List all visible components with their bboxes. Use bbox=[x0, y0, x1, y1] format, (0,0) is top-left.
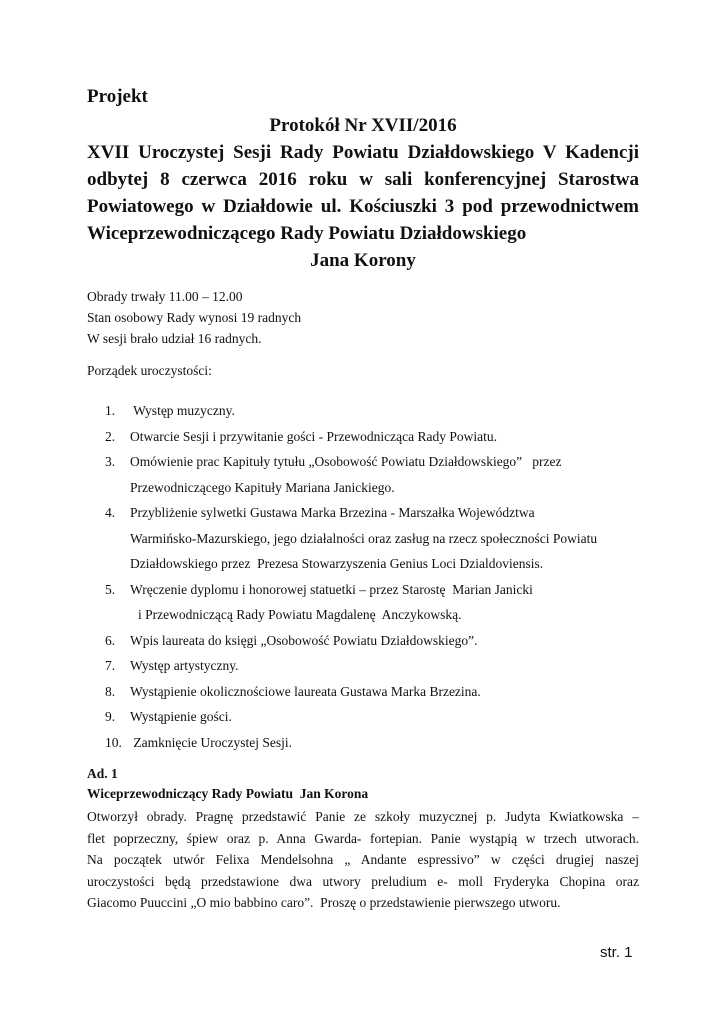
section-ad1-paragraph bbox=[87, 806, 639, 914]
agenda-item-text: Omówienie prac Kapituły tytułu „Osobowość Powiatu Działdowskiego” przez bbox=[130, 454, 562, 469]
paragraph-line: Otworzył obrady. Pragnę przedstawić Panie ze szkoły muzycznej p. Judyta Kwiatkowska – bbox=[87, 809, 639, 824]
agenda-item bbox=[105, 577, 665, 628]
agenda-item-text: Przewodniczącego Kapituły Mariana Janickiego. bbox=[130, 479, 395, 495]
agenda-item-number: 6. bbox=[105, 632, 116, 648]
agenda-item-number: 5. bbox=[105, 581, 116, 597]
agenda-item bbox=[105, 398, 665, 424]
agenda-item bbox=[105, 730, 665, 756]
agenda-item-text: Zamknięcie Uroczystej Sesji. bbox=[130, 734, 292, 750]
project-label: Projekt bbox=[87, 86, 148, 107]
agenda-item-number: 9. bbox=[105, 709, 116, 724]
agenda-item bbox=[105, 679, 665, 705]
session-info bbox=[87, 286, 301, 349]
agenda-item-text: Działdowskiego przez Prezesa Stowarzyszenia Genius Loci Dzialdoviensis. bbox=[130, 556, 544, 571]
subtitle-line: odbytej 8 czerwca 2016 roku w sali konferencyjnej Starostwa bbox=[87, 169, 639, 190]
paragraph-line: uroczystości będą przedstawione dwa utwory preludium e- moll Fryderyka Chopina oraz bbox=[87, 873, 639, 889]
agenda-item-number: 7. bbox=[105, 658, 116, 673]
chair-name: Jana Korony bbox=[310, 250, 416, 271]
subtitle-line: Wiceprzewodniczącego Rady Powiatu Działdowskiego bbox=[87, 223, 527, 244]
agenda-item bbox=[105, 653, 665, 679]
paragraph-line: Giacomo Puuccini „O mio babbino caro”. Proszę o przedstawienie pierwszego utworu. bbox=[87, 895, 561, 910]
page-number: str. 1 bbox=[600, 944, 633, 961]
agenda-item-text: Warmińsko-Mazurskiego, jego działalności oraz zasług na rzecz społeczności Powiatu bbox=[130, 530, 598, 546]
agenda-item-number: 1. bbox=[105, 403, 116, 418]
agenda-item-number: 8. bbox=[105, 683, 116, 699]
section-ad1-title: Ad. 1 bbox=[87, 766, 118, 781]
agenda-item-number: 10. bbox=[105, 734, 122, 750]
agenda-item-text: Wpis laureata do księgi „Osobowość Powiatu Działdowskiego”. bbox=[130, 632, 478, 648]
agenda-list bbox=[105, 398, 665, 755]
paragraph-line: flet poprzeczny, śpiew oraz p. Anna Gwarda- fortepian. Panie wystąpią w trzech utworach. bbox=[87, 830, 639, 846]
agenda-item bbox=[105, 449, 665, 500]
agenda-item-text: i Przewodniczącą Rady Powiatu Magdalenę Anczykowską. bbox=[138, 607, 462, 622]
agenda-item-number: 4. bbox=[105, 505, 116, 520]
council-size: Stan osobowy Rady wynosi 19 radnych bbox=[87, 310, 302, 325]
agenda-item bbox=[105, 704, 665, 730]
subtitle-line: Powiatowego w Działdowie ul. Kościuszki 3 pod przewodnictwem bbox=[87, 196, 639, 217]
agenda-item-text: Występ muzyczny. bbox=[130, 403, 235, 418]
document-heading bbox=[87, 112, 639, 274]
agenda-item-text: Wystąpienie gości. bbox=[130, 709, 232, 724]
agenda-item-text: Otwarcie Sesji i przywitanie gości - Przewodnicząca Rady Powiatu. bbox=[130, 428, 498, 444]
agenda-item bbox=[105, 628, 665, 654]
session-duration: Obrady trwały 11.00 – 12.00 bbox=[87, 289, 243, 304]
agenda-item-text: Wystąpienie okolicznościowe laureata Gustawa Marka Brzezina. bbox=[130, 683, 481, 699]
agenda-item-text: Występ artystyczny. bbox=[130, 658, 239, 673]
paragraph-line: Na początek utwór Felixa Mendelsohna „ Andante espressivo” w części drugiej naszej bbox=[87, 852, 639, 867]
agenda-heading: Porządek uroczystości: bbox=[87, 363, 212, 378]
agenda-item bbox=[105, 424, 665, 450]
agenda-item-text: Przybliżenie sylwetki Gustawa Marka Brzezina - Marszałka Województwa bbox=[130, 505, 535, 520]
section-ad1-speaker: Wiceprzewodniczący Rady Powiatu Jan Korona bbox=[87, 786, 369, 801]
agenda-item-number: 2. bbox=[105, 428, 116, 444]
agenda-item-text: Wręczenie dyplomu i honorowej statuetki – przez Starostę Marian Janicki bbox=[130, 581, 533, 597]
agenda-item bbox=[105, 500, 665, 577]
protocol-title: Protokół Nr XVII/2016 bbox=[269, 115, 457, 136]
subtitle-line: XVII Uroczystej Sesji Rady Powiatu Działdowskiego V Kadencji bbox=[87, 142, 639, 163]
agenda-item-number: 3. bbox=[105, 454, 116, 469]
attendance: W sesji brało udział 16 radnych. bbox=[87, 331, 262, 346]
